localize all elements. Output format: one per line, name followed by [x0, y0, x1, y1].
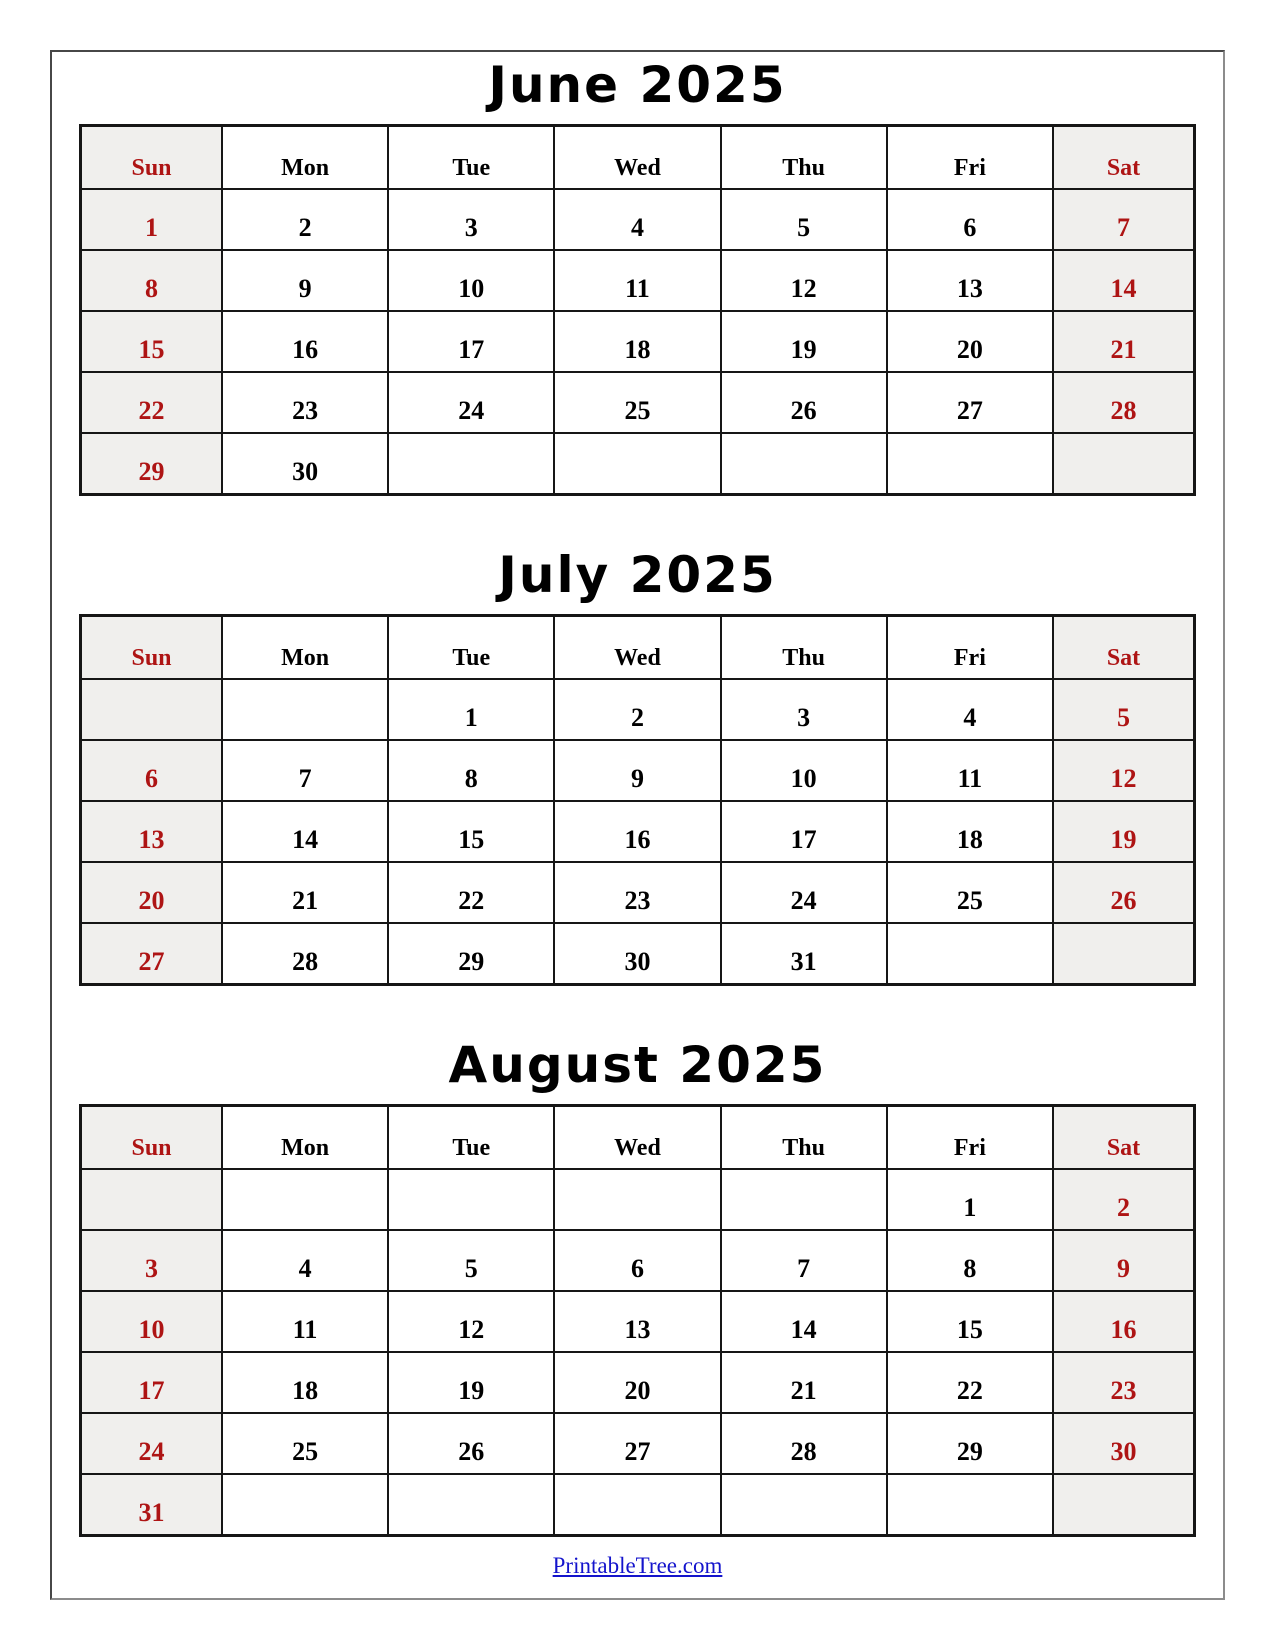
date-cell: 5: [1053, 679, 1195, 740]
day-header-tue: Tue: [388, 1106, 554, 1170]
day-header-wed: Wed: [554, 616, 720, 680]
week-row: [81, 801, 1195, 862]
month-title: August 2025: [448, 1036, 827, 1094]
empty-cell: [81, 679, 223, 740]
week-row: [81, 1169, 1195, 1230]
date-cell: 20: [887, 311, 1053, 372]
date-cell: 13: [554, 1291, 720, 1352]
empty-cell: [554, 1169, 720, 1230]
date-cell: 31: [81, 1474, 223, 1536]
date-cell: 2: [1053, 1169, 1195, 1230]
date-cell: 1: [388, 679, 554, 740]
week-row: [81, 189, 1195, 250]
empty-cell: [721, 1169, 887, 1230]
date-cell: 16: [222, 311, 388, 372]
week-row: [81, 311, 1195, 372]
date-cell: 21: [222, 862, 388, 923]
empty-cell: [721, 1474, 887, 1536]
day-header-sat: Sat: [1053, 616, 1195, 680]
month-august: [52, 1038, 1223, 1537]
empty-cell: [388, 1169, 554, 1230]
date-cell: 25: [554, 372, 720, 433]
date-cell: 14: [222, 801, 388, 862]
date-cell: 18: [554, 311, 720, 372]
date-cell: 30: [1053, 1413, 1195, 1474]
date-cell: 8: [81, 250, 223, 311]
date-cell: 22: [388, 862, 554, 923]
date-cell: 19: [1053, 801, 1195, 862]
week-row: [81, 1474, 1195, 1536]
empty-cell: [1053, 433, 1195, 495]
date-cell: 20: [554, 1352, 720, 1413]
date-cell: 12: [388, 1291, 554, 1352]
month-title: June 2025: [488, 56, 787, 114]
date-cell: 24: [388, 372, 554, 433]
calendar-page: [50, 50, 1225, 1600]
date-cell: 5: [721, 189, 887, 250]
date-cell: 25: [887, 862, 1053, 923]
day-header-thu: Thu: [721, 1106, 887, 1170]
date-cell: 17: [388, 311, 554, 372]
day-header-row: [81, 1106, 1195, 1170]
date-cell: 13: [81, 801, 223, 862]
date-cell: 8: [887, 1230, 1053, 1291]
date-cell: 23: [222, 372, 388, 433]
calendar-table: [79, 124, 1196, 496]
date-cell: 11: [887, 740, 1053, 801]
day-header-row: [81, 126, 1195, 190]
week-row: [81, 862, 1195, 923]
date-cell: 21: [1053, 311, 1195, 372]
date-cell: 31: [721, 923, 887, 985]
date-cell: 26: [1053, 862, 1195, 923]
empty-cell: [887, 433, 1053, 495]
date-cell: 5: [388, 1230, 554, 1291]
date-cell: 21: [721, 1352, 887, 1413]
date-cell: 27: [554, 1413, 720, 1474]
date-cell: 19: [388, 1352, 554, 1413]
empty-cell: [81, 1169, 223, 1230]
date-cell: 17: [721, 801, 887, 862]
date-cell: 2: [222, 189, 388, 250]
date-cell: 9: [1053, 1230, 1195, 1291]
date-cell: 24: [721, 862, 887, 923]
date-cell: 15: [81, 311, 223, 372]
day-header-sat: Sat: [1053, 1106, 1195, 1170]
day-header-mon: Mon: [222, 616, 388, 680]
date-cell: 23: [1053, 1352, 1195, 1413]
day-header-mon: Mon: [222, 1106, 388, 1170]
week-row: [81, 372, 1195, 433]
empty-cell: [554, 1474, 720, 1536]
date-cell: 16: [554, 801, 720, 862]
date-cell: 7: [222, 740, 388, 801]
date-cell: 13: [887, 250, 1053, 311]
week-row: [81, 433, 1195, 495]
footer: [52, 1553, 1223, 1579]
date-cell: 4: [887, 679, 1053, 740]
date-cell: 2: [554, 679, 720, 740]
day-header-fri: Fri: [887, 616, 1053, 680]
date-cell: 12: [721, 250, 887, 311]
date-cell: 29: [388, 923, 554, 985]
month-june: [52, 58, 1223, 496]
months-container: [52, 58, 1223, 1537]
date-cell: 1: [81, 189, 223, 250]
date-cell: 16: [1053, 1291, 1195, 1352]
calendar-table: [79, 614, 1196, 986]
date-cell: 29: [887, 1413, 1053, 1474]
date-cell: 25: [222, 1413, 388, 1474]
date-cell: 10: [721, 740, 887, 801]
date-cell: 24: [81, 1413, 223, 1474]
empty-cell: [388, 433, 554, 495]
day-header-sun: Sun: [81, 126, 223, 190]
date-cell: 22: [81, 372, 223, 433]
empty-cell: [1053, 1474, 1195, 1536]
day-header-row: [81, 616, 1195, 680]
empty-cell: [721, 433, 887, 495]
date-cell: 3: [721, 679, 887, 740]
empty-cell: [1053, 923, 1195, 985]
date-cell: 3: [388, 189, 554, 250]
date-cell: 22: [887, 1352, 1053, 1413]
date-cell: 19: [721, 311, 887, 372]
date-cell: 14: [1053, 250, 1195, 311]
date-cell: 10: [388, 250, 554, 311]
date-cell: 18: [887, 801, 1053, 862]
date-cell: 4: [222, 1230, 388, 1291]
day-header-sun: Sun: [81, 1106, 223, 1170]
date-cell: 27: [81, 923, 223, 985]
date-cell: 7: [721, 1230, 887, 1291]
date-cell: 14: [721, 1291, 887, 1352]
date-cell: 28: [721, 1413, 887, 1474]
empty-cell: [222, 1169, 388, 1230]
date-cell: 6: [554, 1230, 720, 1291]
date-cell: 27: [887, 372, 1053, 433]
empty-cell: [388, 1474, 554, 1536]
date-cell: 20: [81, 862, 223, 923]
printabletree-link[interactable]: PrintableTree.com: [552, 1553, 723, 1578]
week-row: [81, 923, 1195, 985]
calendar-table: [79, 1104, 1196, 1537]
empty-cell: [887, 923, 1053, 985]
date-cell: 30: [554, 923, 720, 985]
day-header-wed: Wed: [554, 126, 720, 190]
month-title: July 2025: [498, 546, 777, 604]
date-cell: 15: [388, 801, 554, 862]
week-row: [81, 1352, 1195, 1413]
date-cell: 29: [81, 433, 223, 495]
date-cell: 9: [222, 250, 388, 311]
date-cell: 6: [81, 740, 223, 801]
date-cell: 6: [887, 189, 1053, 250]
day-header-sun: Sun: [81, 616, 223, 680]
date-cell: 1: [887, 1169, 1053, 1230]
week-row: [81, 1230, 1195, 1291]
week-row: [81, 1291, 1195, 1352]
day-header-mon: Mon: [222, 126, 388, 190]
date-cell: 23: [554, 862, 720, 923]
empty-cell: [554, 433, 720, 495]
date-cell: 17: [81, 1352, 223, 1413]
day-header-thu: Thu: [721, 126, 887, 190]
date-cell: 9: [554, 740, 720, 801]
date-cell: 12: [1053, 740, 1195, 801]
day-header-sat: Sat: [1053, 126, 1195, 190]
date-cell: 26: [388, 1413, 554, 1474]
date-cell: 4: [554, 189, 720, 250]
empty-cell: [887, 1474, 1053, 1536]
date-cell: 15: [887, 1291, 1053, 1352]
date-cell: 18: [222, 1352, 388, 1413]
day-header-tue: Tue: [388, 126, 554, 190]
day-header-wed: Wed: [554, 1106, 720, 1170]
day-header-thu: Thu: [721, 616, 887, 680]
day-header-fri: Fri: [887, 1106, 1053, 1170]
week-row: [81, 250, 1195, 311]
date-cell: 30: [222, 433, 388, 495]
date-cell: 11: [554, 250, 720, 311]
empty-cell: [222, 1474, 388, 1536]
day-header-fri: Fri: [887, 126, 1053, 190]
day-header-tue: Tue: [388, 616, 554, 680]
week-row: [81, 679, 1195, 740]
date-cell: 26: [721, 372, 887, 433]
date-cell: 8: [388, 740, 554, 801]
week-row: [81, 1413, 1195, 1474]
date-cell: 3: [81, 1230, 223, 1291]
date-cell: 28: [222, 923, 388, 985]
date-cell: 11: [222, 1291, 388, 1352]
date-cell: 10: [81, 1291, 223, 1352]
date-cell: 28: [1053, 372, 1195, 433]
empty-cell: [222, 679, 388, 740]
month-july: [52, 548, 1223, 986]
date-cell: 7: [1053, 189, 1195, 250]
week-row: [81, 740, 1195, 801]
